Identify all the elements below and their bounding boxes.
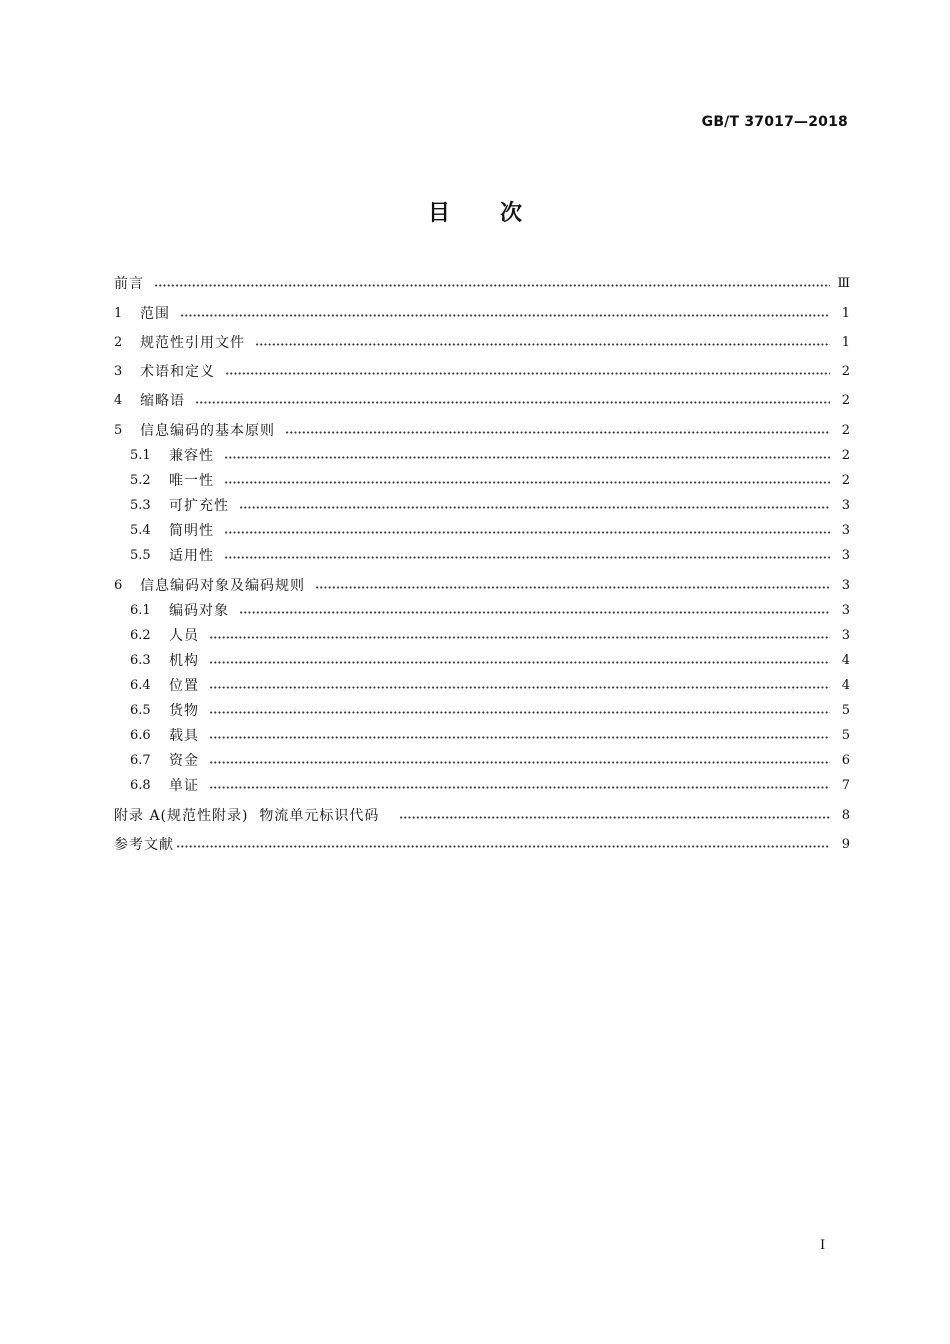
toc-entry-number: 6.5 [130, 702, 151, 718]
toc-entry-6-6[interactable] [130, 723, 850, 747]
toc-entry-text: 单证 [169, 778, 199, 794]
dot-leader [255, 343, 830, 346]
toc-entry-page: 9 [841, 836, 850, 852]
dot-leader [209, 661, 830, 664]
toc-entry-page: 3 [841, 522, 850, 538]
toc-entry-page: 7 [841, 777, 850, 793]
dot-leader [224, 456, 830, 459]
toc-entry-number: 6.7 [130, 752, 151, 768]
toc-entry-4[interactable] [114, 388, 850, 412]
dot-leader [225, 372, 830, 375]
toc-entry-5-3[interactable] [130, 493, 850, 517]
toc-entry-text: 位置 [169, 678, 199, 694]
dot-leader [209, 736, 830, 739]
toc-entry-text: 参考文献 [114, 837, 174, 853]
toc-entry-page: 3 [841, 602, 850, 618]
toc-entry-6[interactable] [114, 573, 850, 597]
dot-leader [209, 636, 830, 639]
toc-entry-text: 可扩充性 [169, 498, 229, 514]
toc-entry-3[interactable] [114, 359, 850, 383]
toc-entry-page: 3 [841, 497, 850, 513]
dot-leader [209, 761, 830, 764]
toc-entry-page: 1 [841, 305, 850, 321]
toc-entry-number: 5.1 [130, 447, 151, 463]
toc-entry-number: 4 [114, 392, 123, 408]
toc-entry-text: 术语和定义 [140, 364, 215, 380]
dot-leader [239, 611, 830, 614]
dot-leader [195, 401, 830, 404]
toc-entry-number: 1 [114, 305, 123, 321]
toc-entry-6-4[interactable] [130, 673, 850, 697]
toc-entry-text: 缩略语 [140, 393, 185, 409]
toc-entry-page: Ⅲ [837, 275, 850, 291]
toc-entry-6-5[interactable] [130, 698, 850, 722]
dot-leader [209, 711, 830, 714]
toc-entry-text: 信息编码的基本原则 [140, 423, 275, 439]
toc-entry-5-2[interactable] [130, 468, 850, 492]
dot-leader [209, 786, 830, 789]
toc-entry-2[interactable] [114, 330, 850, 354]
toc-entry-page: 1 [841, 334, 850, 350]
dot-leader [224, 556, 830, 559]
toc-entry-page: 4 [841, 652, 850, 668]
toc-entry-text: 前言 [114, 276, 144, 292]
dot-leader [224, 531, 830, 534]
toc-entry-page: 2 [841, 363, 850, 379]
toc-entry-text: 机构 [169, 653, 199, 669]
toc-entry-text: 信息编码对象及编码规则 [140, 578, 305, 594]
dot-leader [176, 845, 830, 848]
toc-entry-page: 2 [841, 392, 850, 408]
toc-entry-page: 5 [841, 727, 850, 743]
toc-entry-page: 2 [841, 422, 850, 438]
toc-entry-6-2[interactable] [130, 623, 850, 647]
toc-entry-number: 5 [114, 422, 123, 438]
toc-entry-6-7[interactable] [130, 748, 850, 772]
footer-page-number: I [820, 1238, 826, 1253]
toc-entry-page: 5 [841, 702, 850, 718]
toc-entry-page: 2 [841, 472, 850, 488]
toc-entry-text: 唯一性 [169, 473, 214, 489]
toc-entry-text: 编码对象 [169, 603, 229, 619]
toc-entry-6-1[interactable] [130, 598, 850, 622]
dot-leader [154, 284, 830, 287]
toc-entry-text: 适用性 [169, 548, 214, 564]
toc-title: 目次 [427, 201, 572, 226]
toc-entry-text: 兼容性 [169, 448, 214, 464]
toc-entry-number: 5.4 [130, 522, 151, 538]
toc-entry-page: 2 [841, 447, 850, 463]
toc-entry-number: 6.3 [130, 652, 151, 668]
dot-leader [399, 816, 830, 819]
toc-entry-text: 货物 [169, 703, 199, 719]
toc-entry-number: 5.3 [130, 497, 151, 513]
toc-entry-page: 3 [841, 627, 850, 643]
toc-entry-text: 简明性 [169, 523, 214, 539]
toc-entry-text: 附录 A(规范性附录) 物流单元标识代码 [114, 808, 380, 824]
toc-entry-text: 规范性引用文件 [140, 335, 245, 351]
toc-entry-5-4[interactable] [130, 518, 850, 542]
toc-entry-page: 8 [841, 807, 850, 823]
toc-entry-5[interactable] [114, 418, 850, 442]
toc-entry-page: 3 [841, 577, 850, 593]
toc-entry-text: 载具 [169, 728, 199, 744]
toc-entry-6-3[interactable] [130, 648, 850, 672]
toc-entry-page: 3 [841, 547, 850, 563]
toc-entry-page: 4 [841, 677, 850, 693]
toc-entry-bibliography[interactable] [114, 832, 850, 856]
toc-entry-number: 6.6 [130, 727, 151, 743]
dot-leader [285, 431, 830, 434]
standard-number: GB/T 37017—2018 [701, 114, 848, 130]
toc-entry-number: 5.2 [130, 472, 151, 488]
dot-leader [224, 481, 830, 484]
toc-entry-number: 3 [114, 363, 123, 379]
toc-entry-foreword[interactable] [114, 271, 850, 295]
toc-entry-page: 6 [841, 752, 850, 768]
toc-entry-6-8[interactable] [130, 773, 850, 797]
dot-leader [209, 686, 830, 689]
toc-entry-5-1[interactable] [130, 443, 850, 467]
toc-entry-text: 资金 [169, 753, 199, 769]
toc-entry-1[interactable] [114, 301, 850, 325]
toc-entry-number: 6.1 [130, 602, 151, 618]
toc-entry-number: 6.4 [130, 677, 151, 693]
toc-entry-text: 人员 [169, 628, 199, 644]
toc-entry-number: 2 [114, 334, 123, 350]
dot-leader [239, 506, 830, 509]
toc-entry-text: 范围 [140, 306, 170, 322]
toc-entry-number: 5.5 [130, 547, 151, 563]
toc-entry-number: 6.8 [130, 777, 151, 793]
toc-entry-number: 6.2 [130, 627, 151, 643]
toc-entry-number: 6 [114, 577, 123, 593]
toc-entry-annex-a[interactable] [114, 803, 850, 827]
dot-leader [315, 586, 830, 589]
dot-leader [180, 314, 830, 317]
toc-entry-5-5[interactable] [130, 543, 850, 567]
